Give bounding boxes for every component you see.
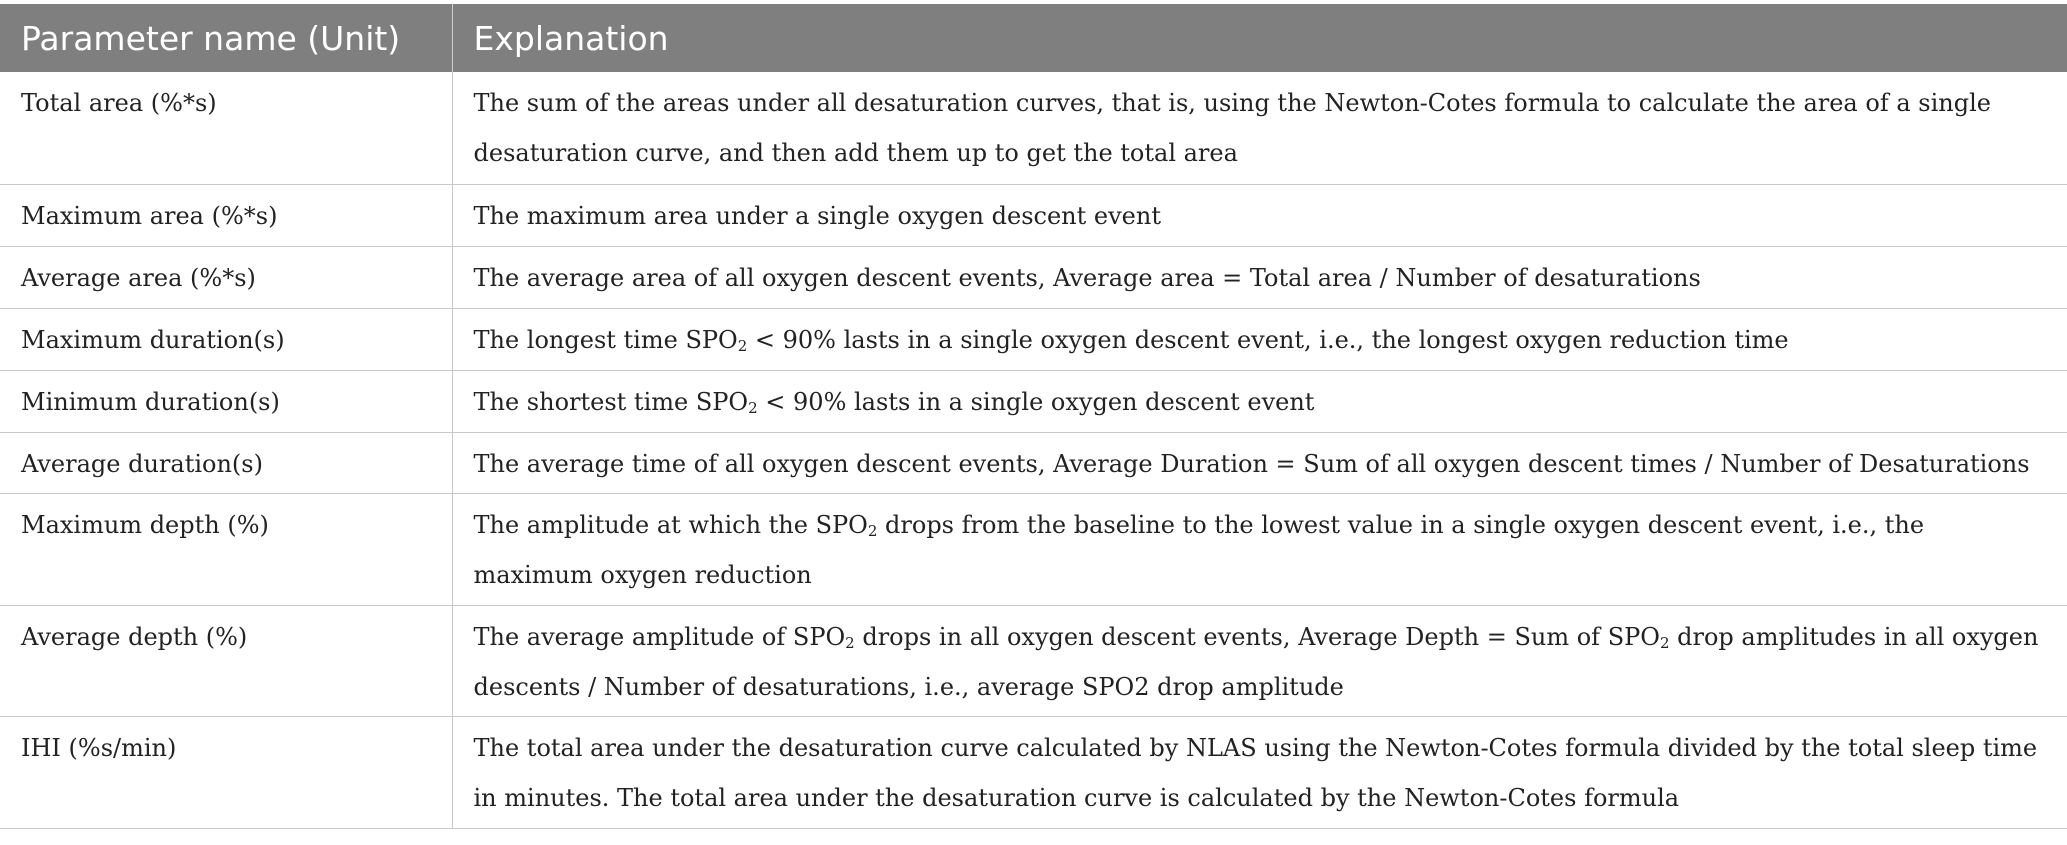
table-row <box>0 72 2067 184</box>
explanation-cell: The sum of the areas under all desaturation curves, that is, using the Newton-Cotes formula to calculate the area of a single desaturation curve, and then add them up to get the total area <box>452 72 2067 184</box>
explanation-cell: The average time of all oxygen descent events, Average Duration = Sum of all oxygen descent times / Number of Desaturations <box>452 432 2067 493</box>
header-parameter-name: Parameter name (Unit) <box>0 4 452 72</box>
param-cell: Average duration(s) <box>0 432 452 493</box>
header-row <box>0 4 2067 72</box>
table-row <box>0 308 2067 370</box>
table-body <box>0 72 2067 828</box>
table-header <box>0 4 2067 72</box>
explanation-cell: The shortest time $SPO_2 < 90\%$ lasts in a single oxygen descent event <box>452 370 2067 432</box>
explanation-cell: The longest time $SPO_2 < 90\%$ lasts in a single oxygen descent event, i.e., the longest oxygen reduction time <box>452 308 2067 370</box>
param-cell: Total area (%*s) <box>0 72 452 184</box>
table-row <box>0 716 2067 828</box>
param-cell: Maximum depth (%) <box>0 493 452 605</box>
explanation-cell: The maximum area under a single oxygen descent event <box>452 184 2067 246</box>
explanation-cell: The average area of all oxygen descent events, Average area = Total area / Number of desaturations <box>452 246 2067 308</box>
param-cell: Minimum duration(s) <box>0 370 452 432</box>
parameter-table <box>0 4 2067 829</box>
table-row <box>0 432 2067 493</box>
table-row <box>0 246 2067 308</box>
explanation-cell: The amplitude at which the $SPO_2$ drops from the baseline to the lowest value in a single oxygen descent event, i.e., the maximum oxygen reduction <box>452 493 2067 605</box>
param-cell: Average area (%*s) <box>0 246 452 308</box>
header-explanation: Explanation <box>452 4 2067 72</box>
table-row <box>0 605 2067 716</box>
parameter-table-container <box>0 4 2067 829</box>
param-cell: Average depth (%) <box>0 605 452 716</box>
param-cell: Maximum duration(s) <box>0 308 452 370</box>
table-row <box>0 184 2067 246</box>
table-row <box>0 370 2067 432</box>
param-cell: IHI (%s/min) <box>0 716 452 828</box>
explanation-cell: The average amplitude of $SPO_2$ drops in all oxygen descent events, Average Depth = Sum of $SPO_2$ drop amplitudes in all oxygen descents / Number of desaturations, i.e., average SPO2 drop amplitude <box>452 605 2067 716</box>
explanation-cell: The total area under the desaturation curve calculated by NLAS using the Newton-Cotes formula divided by the total sleep time in minutes. The total area under the desaturation curve is calculated by the Newton-Cotes formula <box>452 716 2067 828</box>
param-cell: Maximum area (%*s) <box>0 184 452 246</box>
table-row <box>0 493 2067 605</box>
